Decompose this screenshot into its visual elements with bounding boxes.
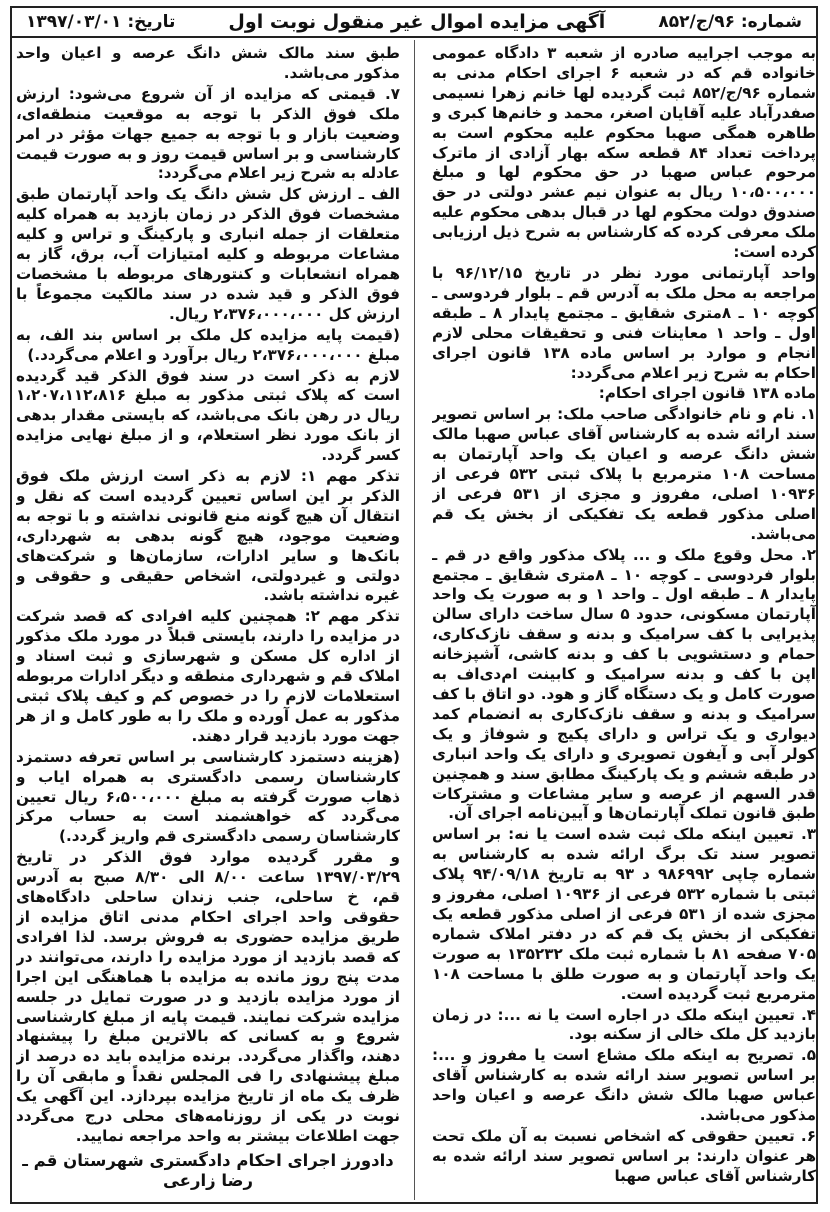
paragraph: لازم به ذکر است در سند فوق الذکر قید گردیده است که پلاک ثبتی مذکور به مبلغ ۱،۲۰۷،۱۱۲،۸۱۶ ریال در رهن بانک می‌باشد، که بایستی مقدار بدهی از بانک مورد نظر استعلام، و از مبلغ نهایی مزایده کسر گردد. [16, 366, 400, 465]
paragraph: ۷. قیمتی که مزایده از آن شروع می‌شود: ارزش ملک فوق الذکر با توجه به موقعیت منطقه‌ای، وضعیت بازار و با توجه به جمیع جهات مؤثر در امر کارشناسی و بر اساس قیمت روز و به صورت قیمت عادله به شرح زیر اعلام می‌گردد: [16, 84, 400, 183]
paragraph: تذکر مهم ۱: لازم به ذکر است ارزش ملک فوق الذکر بر این اساس تعیین گردیده است که نقل و انتقال آن هیچ گونه منع قانونی نداشته و با توجه به وضعیت موجود، هیچ گونه بدهی به شهرداری، بانک‌ها و سایر ادارات، سازمان‌ها و شرکت‌های دولتی و غیردولتی، اشخاص حقیقی و حقوقی و غیره نداشته باشد. [16, 467, 400, 605]
notice-number: شماره: ۹۶/ج/۸۵۲ [658, 12, 802, 32]
left-column [16, 44, 400, 1198]
notice-header [12, 8, 816, 38]
paragraph: و مقرر گردیده موارد فوق الذکر در تاریخ ۱۳۹۷/۰۳/۲۹ ساعت ۸/۰۰ الی ۸/۳۰ صبح به آدرس قم، خ ساحلی، جنب زندان ساحلی دادگاه‌های حقوقی واحد اجرای احکام مدنی اتاق مزایده از طریق مزایده حضوری به فروش برسد. لذا افرادی که قصد بازدید از مورد مزایده را دارند، می‌توانند در مدت پنج روز مانده به مزایده با هماهنگی این اجرا از مورد مزایده بازدید و در صورت تمایل در جلسه مزایده شرکت نمایند. قیمت پایه از مبلغ کارشناسی شروع و به کسانی که بالاترین مبلغ را پیشنهاد دهند، واگذار می‌گردد. برنده مزایده باید ده درصد از مبلغ پیشنهادی را فی المجلس نقداً و مابقی آن را ظرف یک ماه از تاریخ مزایده بپردازد. این آگهی یک نوبت در یکی از روزنامه‌های محلی درج می‌گردد جهت اطلاعات بیشتر به واحد مراجعه نمایید. [16, 848, 400, 1145]
paragraph: ۱. نام و نام خانوادگی صاحب ملک: بر اساس تصویر سند ارائه شده به کارشناس آقای عباس صهبا مالک شش دانگ عرصه و اعیان یک واحد آپارتمان به مساحت ۱۰۸ مترمربع با پلاک ثبتی ۵۳۲ فرعی از ۱۰۹۳۶ اصلی، مفروز و مجزی از ۵۳۱ فرعی از اصلی مذکور قطعه یک تفکیکی از بخش یک قم می‌باشد. [432, 405, 816, 543]
paragraph: الف ـ ارزش کل شش دانگ یک واحد آپارتمان طبق مشخصات فوق الذکر در زمان بازدید به همراه کلیه متعلقات از جمله انباری و پارکینگ و تراس و کلیه مشاعات مربوطه و کلیه امتیازات آب، برق، گاز به همراه انشعابات و کنتورهای مربوطه با مشخصات فوق الذکر و قید شده در سند مالکیت مجموعاً با ارزش کل ۲،۳۷۶،۰۰۰،۰۰۰ ریال. [16, 185, 400, 323]
paragraph: (قیمت پایه مزایده کل ملک بر اساس بند الف، به مبلغ ۲،۳۷۶،۰۰۰،۰۰۰ ریال برآورد و اعلام می‌گردد.) [16, 325, 400, 364]
notice-date: تاریخ: ۱۳۹۷/۰۳/۰۱ [26, 12, 176, 32]
paragraph: ماده ۱۳۸ قانون اجرای احکام: [598, 384, 816, 403]
right-column [432, 44, 816, 1198]
paragraph: به موجب اجراییه صادره از شعبه ۳ دادگاه عمومی خانواده قم که در شعبه ۶ اجرای احکام مدنی به شماره ۹۶/ج/۸۵۲ ثبت گردیده لها خانم زهرا نسیمی صفدرآباد علیه آقایان اصغر، محمد و خانم‌ها کبری و طاهره همگی صهبا محکوم علیه محکوم است به پرداخت تعداد ۸۴ قطعه سکه بهار آزادی از ماترک مرحوم عباس صهبا در حق محکوم لها و مبلغ ۱۰،۵۰۰،۰۰۰ ریال به عنوان نیم عشر دولتی در حق صندوق دولت محکوم لها در قبال بدهی محکوم علیه ملک معرفی کرده که کارشناس به شرح ذیل ارزیابی کرده است: [432, 44, 816, 262]
paragraph: ۴. تعیین اینکه ملک در اجاره است یا نه ...: در زمان بازدید کل ملک خالی از سکنه بود. [432, 1005, 816, 1044]
paragraph: طبق سند مالک شش دانگ عرصه و اعیان واحد مذکور می‌باشد. [16, 44, 400, 82]
paragraph: (هزینه دستمزد کارشناسی بر اساس تعرفه دستمزد کارشناسان رسمی دادگستری به همراه ایاب و ذهاب صورت گرفته به مبلغ ۶،۵۰۰،۰۰۰ ریال تعیین می‌گردد که خواهشمند است به حساب مرکز کارشناسان رسمی دادگستری قم واریز گردد.) [16, 747, 400, 846]
signature: دادورز اجرای احکام دادگستری شهرستان قم ـ رضا زارعی [22, 1150, 394, 1190]
notice-title: آگهی مزایده اموال غیر منقول نوبت اول [228, 11, 606, 33]
column-divider [414, 40, 415, 1200]
paragraph: تذکر مهم ۲: همچنین کلیه افرادی که قصد شرکت در مزایده را دارند، بایستی قبلاً در مورد ملک مذکور از اداره کل مسکن و شهرسازی و ثبت اسناد و املاک قم و شهرداری منطقه و دیگر ادارات مربوطه استعلامات لازم را در خصوص کم و کیف پلاک ثبتی مذکور به عمل آورده و ملک را به طور کامل و از هر جهت مورد بازدید قرار دهند. [16, 607, 400, 745]
paragraph: ۶. تعیین حقوقی که اشخاص نسبت به آن ملک تحت هر عنوان دارند: بر اساس تصویر سند ارائه شده به کارشناس آقای عباس صهبا [432, 1126, 816, 1185]
paragraph: ۳. تعیین اینکه ملک ثبت شده است یا نه: بر اساس تصویر سند تک برگ ارائه شده به کارشناس به شماره چاپی ۹۸۶۹۹۲ د ۹۳ به تاریخ ۹۴/۰۹/۱۸ پلاک ثبتی با شماره ۵۳۲ فرعی از ۱۰۹۳۶ اصلی، مفروز و مجزی شده از ۵۳۱ فرعی از اصلی مذکور قطعه یک تفکیکی از بخش یک قم که در دفتر املاک شماره ۷۰۵ صفحه ۸۱ با شماره ثبت ملک ۱۳۵۲۳۲ به صورت یک واحد آپارتمان و به صورت طلق با مساحت ۱۰۸ مترمربع ثبت گردیده است. [432, 825, 816, 1003]
paragraph: ۵. تصریح به اینکه ملک مشاع است یا مفروز و ...: بر اساس تصویر سند ارائه شده به کارشناس آقای عباس صهبا مالک شش دانگ عرصه و اعیان واحد مذکور می‌باشد. [432, 1046, 816, 1125]
paragraph: واحد آپارتمانی مورد نظر در تاریخ ۹۶/۱۲/۱۵ با مراجعه به محل ملک به آدرس قم ـ بلوار فردوسی ـ کوچه ۱۰ ـ ۸متری شقایق ـ مجتمع پایدار ۸ ـ طبقه اول ـ واحد ۱ معاینات فنی و تحقیقات محلی لازم انجام و موارد بر اساس ماده ۱۳۸ قانون اجرای احکام به شرح زیر اعلام می‌گردد: [432, 263, 816, 382]
paragraph: ۲. محل وقوع ملک و ... پلاک مذکور واقع در قم ـ بلوار فردوسی ـ کوچه ۱۰ ـ ۸متری شقایق ـ مجتمع پایدار ۸ ـ طبقه اول ـ واحد ۱ و به صورت یک واحد آپارتمان مسکونی، حدود ۵ سال ساخت دارای سالن پذیرایی با کف سرامیک و بدنه و سقف نازک‌کاری، حمام و دستشویی با کف و بدنه کاشی، آشپزخانه اپن با کف و بدنه سرامیک و کابینت ام‌دی‌اف به صورت کامل و یک دستگاه گاز و هود. دو اتاق با کف سرامیک و بدنه و سقف نازک‌کاری به انضمام کمد دیواری و یک تراس و دارای پکیج و شوفاژ و یک کولر آبی و آیفون تصویری و دارای یک واحد انباری در طبقه ششم و یک پارکینگ مطابق سند و همچنین قدر السهم از عرصه و سایر مشاعات و مشترکات طبق قانون تملک آپارتمان‌ها و آیین‌نامه اجرای آن. [432, 545, 816, 823]
